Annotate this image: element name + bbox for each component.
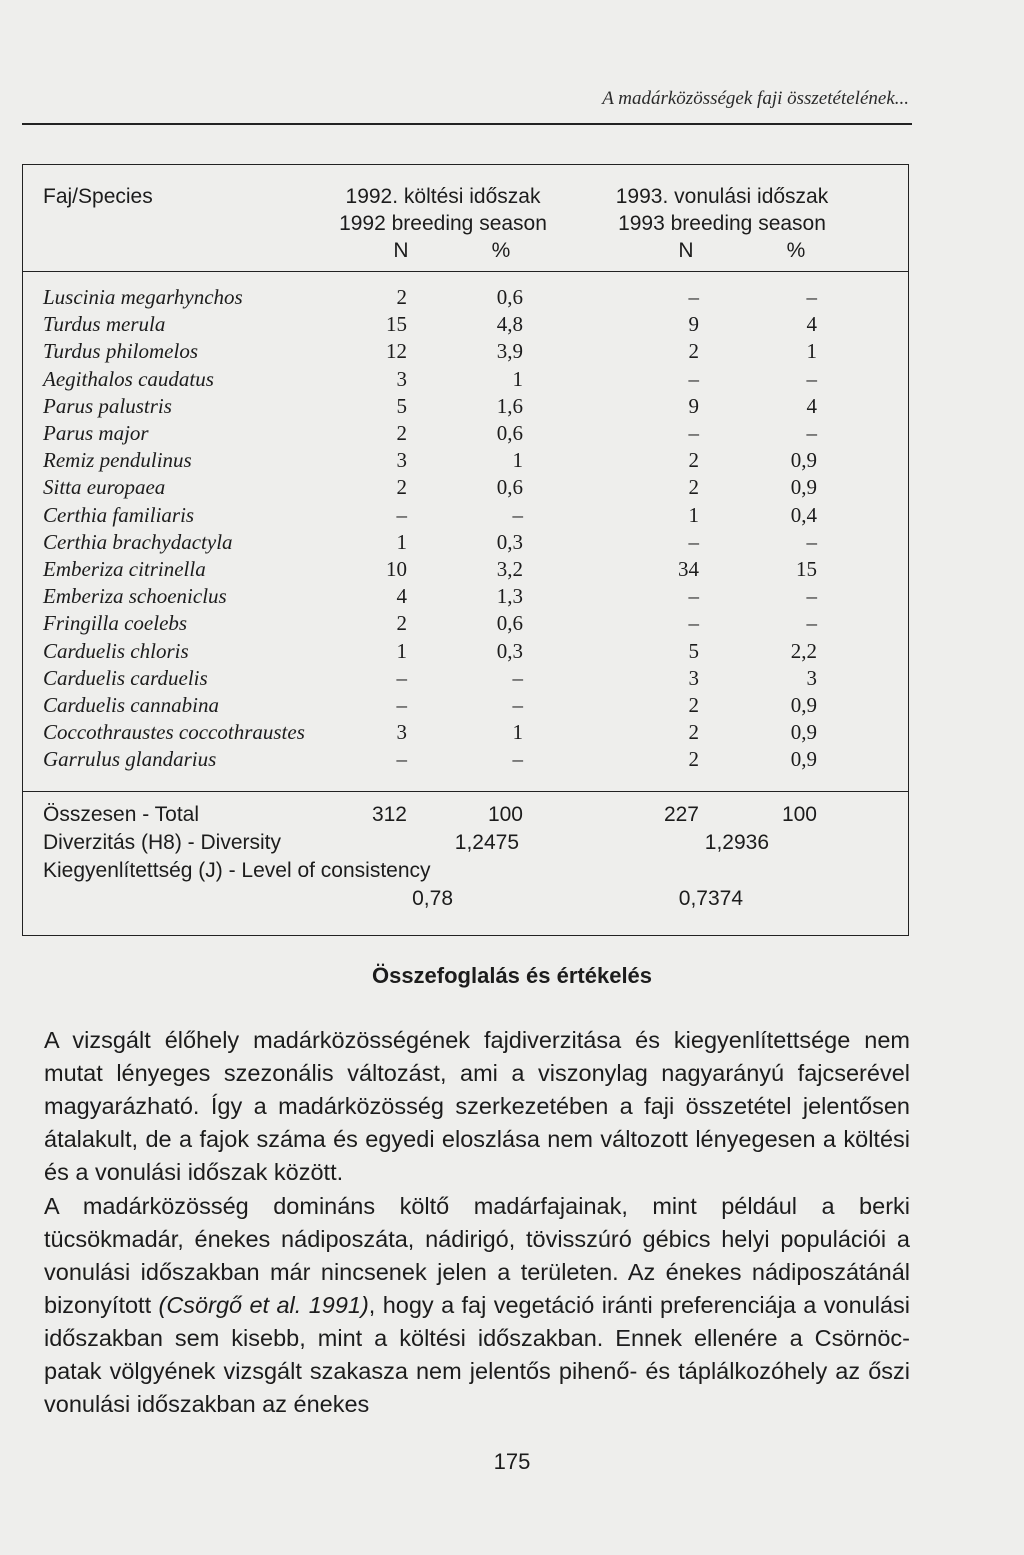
season1-title-en: 1992 breeding season: [339, 212, 547, 235]
percent-1993: 1: [806, 339, 817, 364]
count-1993: 9: [688, 393, 699, 418]
species-name: Turdus philomelos: [43, 339, 198, 364]
count-1992: 2: [396, 475, 407, 500]
percent-1993: 0,4: [790, 502, 817, 527]
percent-1992: 1,6: [496, 393, 523, 418]
percent-1993: 0,9: [790, 693, 817, 717]
species-name: Parus palustris: [43, 393, 172, 418]
percent-1993: 0,9: [790, 747, 817, 772]
species-name: Remiz pendulinus: [43, 448, 192, 473]
page-number: 175: [493, 1449, 531, 1474]
percent-1992: 1: [512, 366, 523, 391]
percent-1993: –: [806, 584, 817, 609]
count-1992: 4: [396, 584, 407, 609]
paragraph-2: [44, 1190, 910, 1421]
count-1993: 2: [688, 448, 699, 473]
count-1993: 1: [688, 502, 699, 527]
count-1993: 34: [678, 557, 699, 581]
count-1992: 10: [386, 557, 407, 581]
count-1993: –: [688, 611, 699, 636]
percent-1992: 0,6: [496, 611, 523, 636]
count-1993: 3: [688, 665, 699, 690]
species-name: Luscinia megarhynchos: [43, 285, 243, 309]
p2-column-header: %: [786, 239, 806, 262]
count-1992: 2: [396, 421, 407, 445]
count-1993: 5: [688, 638, 699, 663]
percent-1993: 2,2: [790, 638, 817, 663]
count-1993: –: [688, 529, 699, 554]
count-1993: 9: [688, 312, 699, 337]
percent-1992: 0,3: [496, 529, 523, 554]
species-name: Certhia brachydactyla: [43, 529, 233, 554]
running-head: A madárközösségek faji összetételének...: [602, 88, 909, 109]
percent-1992: 0,6: [496, 285, 523, 309]
count-1992: 3: [396, 366, 407, 391]
species-name: Parus major: [43, 421, 149, 445]
count-1993: 2: [688, 747, 699, 772]
species-name: Sitta europaea: [43, 475, 166, 500]
percent-1993: 3: [806, 665, 817, 690]
table-body: [23, 271, 908, 792]
diversity-1993: 1,2936: [704, 831, 769, 854]
count-1993: –: [688, 285, 699, 309]
species-name: Carduelis chloris: [43, 638, 189, 663]
count-1992: 2: [396, 611, 407, 636]
paragraph-1: A vizsgált élőhely madárközösségének fajdiverzitása és kiegyenlítettsége nem mutat lényeges szezonális változást, ami a viszonylag nagyarányú fajcserével magyarázható. Így a madárközösség szerkezetében a faji összetétel jelentősen átalakult, de a fajok száma és egyedi eloszlása nem változott lényegesen a költési és a vonulási időszak között.: [44, 1027, 910, 1185]
percent-1993: 0,9: [790, 448, 817, 473]
count-1993: 2: [688, 693, 699, 717]
p1-column-header: %: [491, 239, 511, 262]
percent-1992: 0,6: [496, 475, 523, 500]
total-p2: 100: [781, 803, 817, 826]
count-1992: 3: [396, 720, 407, 745]
count-1992: 12: [386, 339, 407, 364]
paragraph-2-part-a: A madárközösség domináns költő madárfajainak, mint például a berki tücsökmadár, énekes nádiposzáta, nádirigó, tövisszúró gébics helyi populációi a vonulási időszakban már nincsenek jelen a területen. Az énekes nádiposzátánál bizonyított: [44, 1193, 910, 1318]
count-1992: –: [396, 502, 407, 527]
total-p1: 100: [487, 803, 523, 826]
count-1992: 1: [396, 529, 407, 554]
percent-1993: –: [806, 611, 817, 636]
percent-1993: –: [806, 285, 817, 309]
consistency-1992: 0,78: [412, 887, 453, 910]
percent-1992: 3,2: [496, 557, 523, 581]
species-column-header: Faj/Species: [43, 185, 153, 208]
n2-column-header: N: [678, 239, 694, 262]
percent-1992: 0,6: [496, 421, 523, 445]
species-name: Turdus merula: [43, 312, 166, 337]
count-1993: –: [688, 421, 699, 445]
season1-title-hu: 1992. költési időszak: [345, 185, 541, 208]
percent-1992: 4,8: [496, 312, 523, 337]
percent-1992: 1: [512, 448, 523, 473]
percent-1992: –: [512, 693, 523, 717]
diversity-1992: 1,2475: [454, 831, 519, 854]
count-1992: 1: [396, 638, 407, 663]
percent-1992: –: [512, 747, 523, 772]
paragraph-2-part-b: , hogy a faj vegetáció iránti preferenciája a vonulási időszakban sem kisebb, mint a költési időszakban. Ennek ellenére a Csörnöc-patak völgyének vizsgált szakasza nem jelentős pihenő- és táplálkozóhely az őszi vonulási időszakban az énekes: [44, 1292, 910, 1417]
count-1992: –: [396, 747, 407, 772]
count-1992: –: [396, 693, 407, 717]
percent-1992: 1: [512, 720, 523, 745]
count-1992: 3: [396, 448, 407, 473]
count-1993: 2: [688, 475, 699, 500]
species-name: Emberiza citrinella: [43, 557, 206, 581]
total-n2: 227: [663, 803, 699, 826]
count-1993: 2: [688, 339, 699, 364]
species-name: Certhia familiaris: [43, 502, 195, 527]
count-1992: 5: [396, 393, 407, 418]
header-rule: [22, 123, 912, 125]
count-1993: 2: [688, 720, 699, 745]
percent-1993: 0,9: [790, 720, 817, 745]
citation: (Csörgő et al. 1991): [158, 1292, 369, 1318]
percent-1993: 0,9: [790, 475, 817, 500]
season2-title-en: 1993 breeding season: [618, 212, 826, 235]
percent-1992: 1,3: [496, 584, 523, 609]
section-title: Összefoglalás és értékelés: [371, 963, 653, 988]
percent-1993: 4: [806, 393, 817, 418]
percent-1992: –: [512, 502, 523, 527]
percent-1993: 15: [796, 557, 817, 581]
consistency-label: Kiegyenlítettség (J) - Level of consistency: [43, 859, 431, 882]
species-name: Aegithalos caudatus: [43, 366, 214, 391]
species-name: Emberiza schoeniclus: [43, 584, 227, 609]
species-name: Carduelis cannabina: [43, 693, 219, 717]
count-1993: –: [688, 584, 699, 609]
total-n1: 312: [371, 803, 407, 826]
percent-1993: –: [806, 529, 817, 554]
species-name: Fringilla coelebs: [43, 611, 188, 636]
percent-1992: –: [512, 665, 523, 690]
count-1993: –: [688, 366, 699, 391]
count-1992: 15: [386, 312, 407, 337]
n1-column-header: N: [393, 239, 409, 262]
total-label: Összesen - Total: [43, 803, 200, 826]
count-1992: –: [396, 665, 407, 690]
diversity-label: Diverzitás (H8) - Diversity: [43, 831, 282, 854]
consistency-1993: 0,7374: [678, 887, 743, 910]
percent-1992: 0,3: [496, 638, 523, 663]
percent-1992: 3,9: [496, 339, 523, 364]
season2-title-hu: 1993. vonulási időszak: [615, 185, 829, 208]
percent-1993: –: [806, 421, 817, 445]
count-1992: 2: [396, 285, 407, 309]
species-name: Carduelis carduelis: [43, 665, 208, 690]
species-name: Coccothraustes coccothraustes: [43, 720, 305, 745]
species-name: Garrulus glandarius: [43, 747, 217, 772]
species-table: [22, 164, 909, 936]
table-header: [23, 165, 908, 272]
percent-1993: 4: [806, 312, 817, 337]
percent-1993: –: [806, 366, 817, 391]
